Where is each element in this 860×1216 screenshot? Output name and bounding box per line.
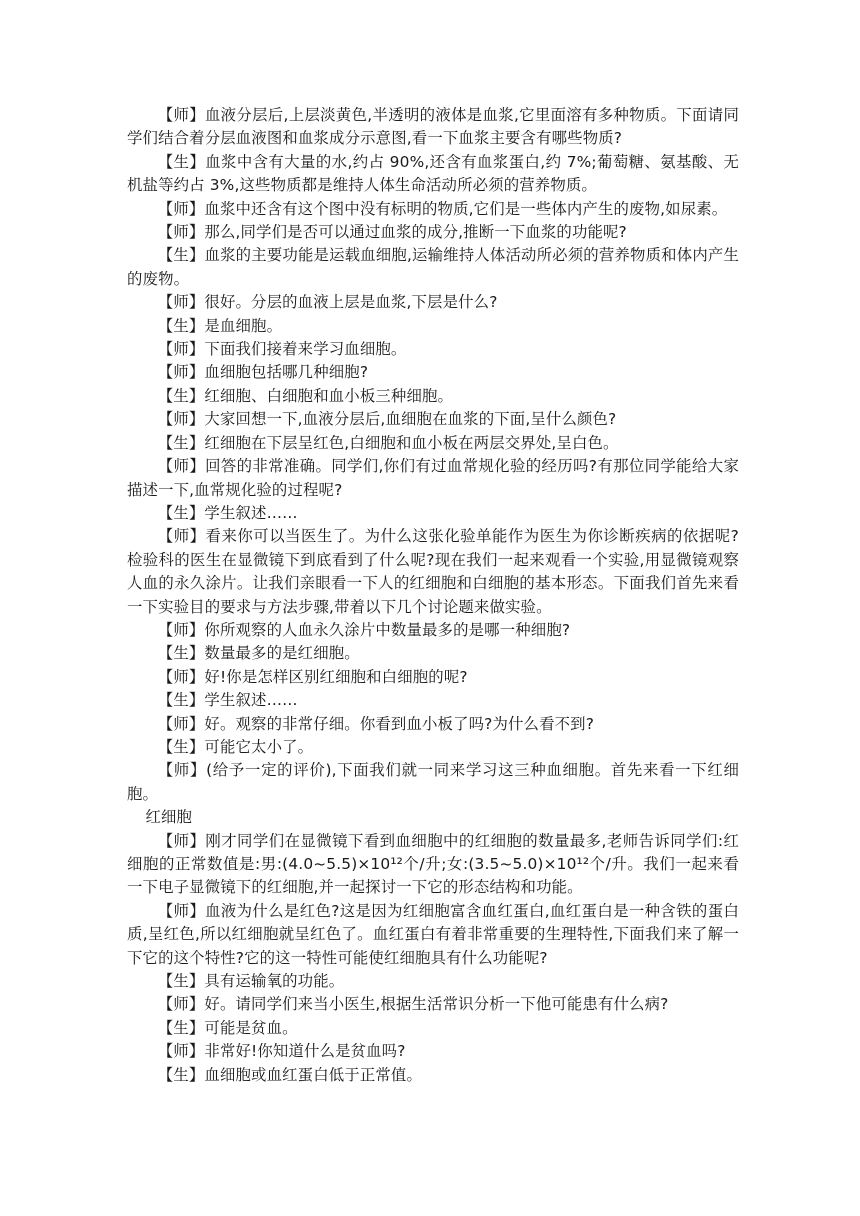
dialogue-paragraph: 【师】回答的非常准确。同学们,你们有过血常规化验的经历吗?有那位同学能给大家描述一下,血常规化验的过程呢?	[127, 457, 739, 499]
dialogue-paragraph: 【师】下面我们接着来学习血细胞。	[157, 340, 407, 359]
dialogue-paragraph: 【生】血细胞或血红蛋白低于正常值。	[157, 1065, 422, 1084]
dialogue-paragraph: 【师】好。请同学们来当小医生,根据生活常识分析一下他可能患有什么病?	[157, 995, 669, 1014]
dialogue-paragraph: 【生】学生叙述……	[157, 503, 298, 522]
dialogue-paragraph: 【生】红细胞在下层呈红色,白细胞和血小板在两层交界处,呈白色。	[157, 433, 619, 452]
dialogue-paragraph: 【生】具有运输氧的功能。	[157, 972, 345, 991]
dialogue-paragraph: 【师】(给予一定的评价),下面我们就一同来学习这三种血细胞。首先来看一下红细胞。	[127, 761, 739, 803]
dialogue-paragraph: 【生】红细胞、白细胞和血小板三种细胞。	[157, 386, 454, 405]
dialogue-paragraph: 【师】血细胞包括哪几种细胞?	[157, 363, 369, 382]
dialogue-paragraph: 【师】刚才同学们在显微镜下看到血细胞中的红细胞的数量最多,老师告诉同学们:红细胞的正常数值是:男:(4.0~5.5)×10¹²个/升;女:(3.5~5.0)×10¹²个/升。我们一起来看一下电子显微镜下的红细胞,并一起探讨一下它的形态结构和功能。	[127, 831, 739, 897]
dialogue-paragraph: 【生】血浆中含有大量的水,约占 90%,还含有血浆蛋白,约 7%;葡萄糖、氨基酸、无机盐等约占 3%,这些物质都是维持人体生命活动所必须的营养物质。	[127, 152, 739, 195]
dialogue-paragraph: 【生】学生叙述……	[157, 691, 298, 710]
dialogue-paragraph: 【师】非常好!你知道什么是贫血吗?	[157, 1042, 406, 1061]
dialogue-paragraph: 【生】可能是贫血。	[157, 1018, 298, 1037]
document-body	[127, 104, 739, 1087]
section-heading: 红细胞	[145, 808, 193, 827]
dialogue-paragraph: 【师】血浆中还含有这个图中没有标明的物质,它们是一些体内产生的废物,如尿素。	[157, 199, 728, 218]
dialogue-paragraph: 【生】是血细胞。	[157, 316, 283, 335]
dialogue-paragraph: 【师】大家回想一下,血液分层后,血细胞在血浆的下面,呈什么颜色?	[157, 410, 617, 429]
dialogue-paragraph: 【生】血浆的主要功能是运载血细胞,运输维持人体活动所必须的营养物质和体内产生的废物。	[127, 246, 739, 288]
dialogue-paragraph: 【生】可能它太小了。	[157, 737, 314, 756]
dialogue-paragraph: 【师】血液分层后,上层淡黄色,半透明的液体是血浆,它里面溶有多种物质。下面请同学们结合着分层血液图和血浆成分示意图,看一下血浆主要含有哪些物质?	[127, 106, 739, 148]
dialogue-paragraph: 【师】好。观察的非常仔细。你看到血小板了吗?为什么看不到?	[157, 714, 595, 733]
dialogue-paragraph: 【师】血液为什么是红色?这是因为红细胞富含血红蛋白,血红蛋白是一种含铁的蛋白质,呈红色,所以红细胞就呈红色了。血红蛋白有着非常重要的生理特性,下面我们来了解一下它的这个特性?它的这一特性可能使红细胞具有什么功能呢?	[127, 901, 739, 967]
dialogue-paragraph: 【师】很好。分层的血液上层是血浆,下层是什么?	[157, 293, 498, 312]
dialogue-paragraph: 【师】那么,同学们是否可以通过血浆的成分,推断一下血浆的功能呢?	[157, 223, 627, 242]
dialogue-paragraph: 【生】数量最多的是红细胞。	[157, 644, 360, 663]
dialogue-paragraph: 【师】你所观察的人血永久涂片中数量最多的是哪一种细胞?	[157, 620, 571, 639]
dialogue-paragraph: 【师】看来你可以当医生了。为什么这张化验单能作为医生为你诊断疾病的依据呢?检验科的医生在显微镜下到底看到了什么呢?现在我们一起来观看一个实验,用显微镜观察人血的永久涂片。让我们亲眼看一下人的红细胞和白细胞的基本形态。下面我们首先来看一下实验目的要求与方法步骤,带着以下几个讨论题来做实验。	[127, 527, 739, 616]
dialogue-paragraph: 【师】好!你是怎样区别红细胞和白细胞的呢?	[157, 667, 468, 686]
